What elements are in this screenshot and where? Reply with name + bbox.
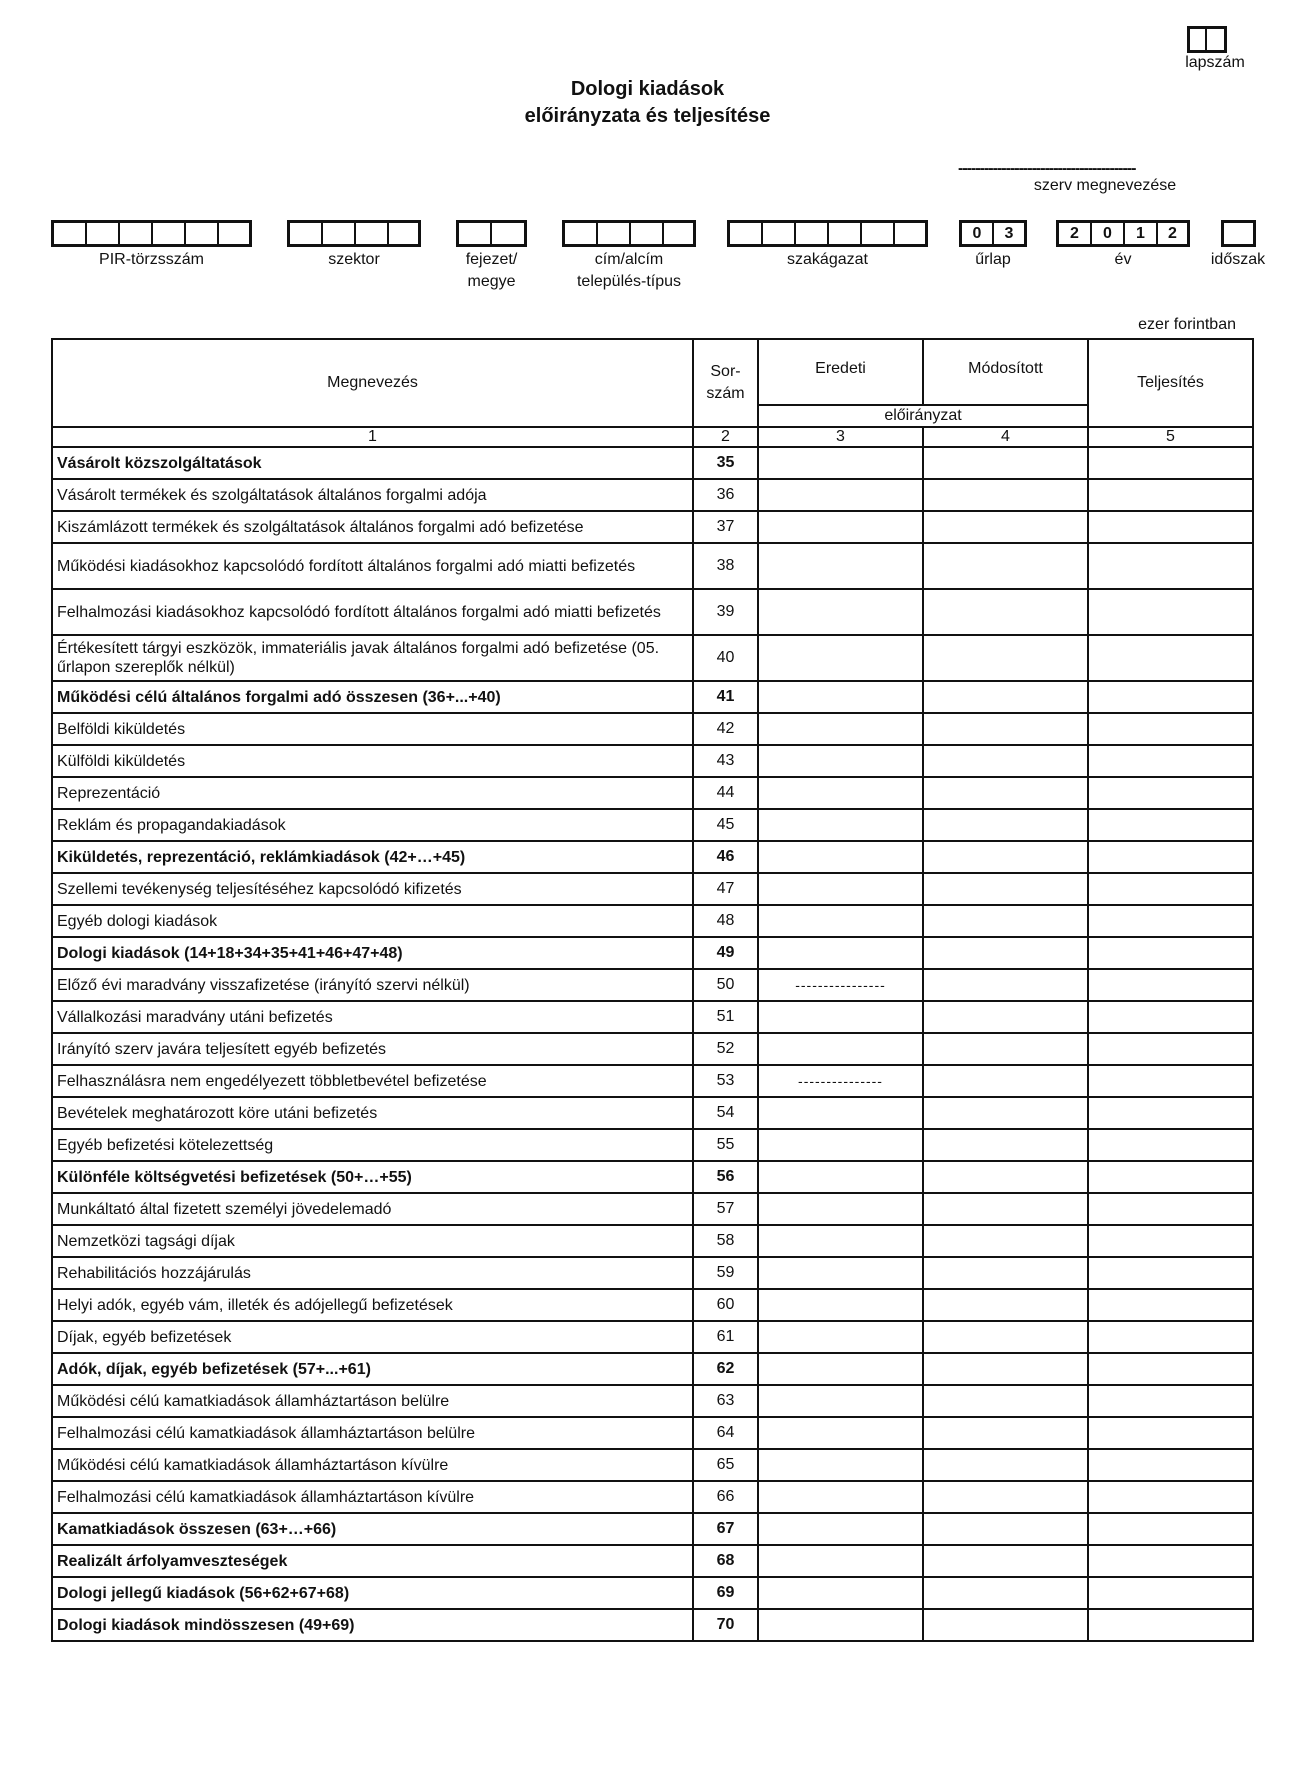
input-cell-eredeti[interactable] [758,1481,923,1513]
input-cell-teljesites[interactable] [1088,905,1253,937]
input-cell-teljesites[interactable] [1088,1609,1253,1641]
table-row [52,1289,1253,1321]
col-header-megnevezes: Megnevezés [52,339,693,427]
input-cell-modositott[interactable] [923,969,1088,1001]
input-cell-eredeti[interactable] [758,1353,923,1385]
expenses-table [51,338,1254,1642]
szakagazat-field[interactable] [727,220,928,247]
szektor-field[interactable] [287,220,421,247]
row-name: Dologi kiadások mindösszesen (49+69) [52,1609,693,1641]
row-name: Felhalmozási célú kamatkiadások államháztartáson kívülre [52,1481,693,1513]
row-sorszam: 51 [693,1001,758,1033]
input-cell-eredeti[interactable] [758,777,923,809]
row-sorszam: 52 [693,1033,758,1065]
row-sorszam: 45 [693,809,758,841]
row-sorszam: 43 [693,745,758,777]
input-cell-modositott[interactable] [923,745,1088,777]
input-cell-teljesites[interactable] [1088,873,1253,905]
idoszak-field[interactable] [1221,220,1256,247]
input-cell-teljesites[interactable] [1088,1353,1253,1385]
input-cell-teljesites[interactable] [1088,969,1253,1001]
lapszam-box[interactable] [1187,26,1227,53]
table-row [52,1129,1253,1161]
input-cell-modositott[interactable] [923,681,1088,713]
input-cell-modositott[interactable] [923,589,1088,635]
row-sorszam: 63 [693,1385,758,1417]
input-cell-teljesites[interactable] [1088,1065,1253,1097]
input-cell-eredeti[interactable] [758,447,923,479]
row-name: Működési célú kamatkiadások államháztartáson kívülre [52,1449,693,1481]
dash-placeholder: ---------------- [795,977,886,993]
col-header-eredeti: Eredeti [758,339,923,405]
sorszam-label-2: szám [706,385,745,402]
input-cell-modositott[interactable] [923,1417,1088,1449]
table-row [52,1609,1253,1641]
row-sorszam: 61 [693,1321,758,1353]
input-cell-teljesites[interactable] [1088,713,1253,745]
input-cell-teljesites[interactable] [1088,1321,1253,1353]
input-cell-modositott[interactable] [923,1449,1088,1481]
input-cell-teljesites[interactable] [1088,1545,1253,1577]
input-cell-eredeti[interactable] [758,1289,923,1321]
sorszam-label-1: Sor- [710,363,741,380]
row-name: Működési célú általános forgalmi adó összesen (36+...+40) [52,681,693,713]
szakagazat-cell[interactable] [730,223,763,244]
row-sorszam: 62 [693,1353,758,1385]
input-cell-eredeti[interactable] [758,809,923,841]
row-sorszam: 54 [693,1097,758,1129]
input-cell-teljesites[interactable] [1088,1449,1253,1481]
table-row [52,873,1253,905]
input-cell-eredeti[interactable] [758,511,923,543]
urlap-digit[interactable]: 3 [1004,225,1014,242]
input-cell-eredeti[interactable] [758,745,923,777]
idoszak-cell[interactable] [1224,223,1253,244]
table-row [52,841,1253,873]
input-cell-teljesites[interactable] [1088,809,1253,841]
input-cell-teljesites[interactable] [1088,777,1253,809]
input-cell-modositott[interactable] [923,1289,1088,1321]
col-header-modositott: Módosított [923,339,1088,405]
input-cell-teljesites[interactable] [1088,1225,1253,1257]
row-name: Vásárolt közszolgáltatások [52,447,693,479]
input-cell-eredeti[interactable] [758,479,923,511]
row-sorszam: 64 [693,1417,758,1449]
table-row [52,681,1253,713]
szakagazat-cell[interactable] [763,223,796,244]
input-cell-eredeti[interactable] [758,589,923,635]
cim-cell[interactable] [598,223,631,244]
input-cell-modositott[interactable] [923,937,1088,969]
col-header-eloiranyzat: előirányzat [758,405,1088,427]
urlap-field[interactable] [959,220,1027,247]
pir-torzsszam-label: PIR-törzsszám [99,251,204,268]
col-number: 4 [923,427,1088,447]
input-cell-eredeti[interactable] [758,1321,923,1353]
input-cell-modositott[interactable] [923,1609,1088,1641]
table-row [52,1001,1253,1033]
row-name: Előző évi maradvány visszafizetése (irányító szervi nélkül) [52,969,693,1001]
cim-cell[interactable] [631,223,664,244]
urlap-digit[interactable]: 0 [962,223,994,244]
fejezet-label: fejezet/ [465,251,518,268]
input-cell-teljesites[interactable] [1088,1001,1253,1033]
input-cell-modositott[interactable] [923,1481,1088,1513]
pir-torzsszam-field[interactable] [51,220,252,247]
table-row [52,713,1253,745]
input-cell-eredeti[interactable] [758,1033,923,1065]
szektor-label: szektor [328,251,380,268]
telepules-tipus-label: település-típus [576,273,682,290]
row-name: Realizált árfolyamveszteségek [52,1545,693,1577]
table-row [52,1033,1253,1065]
input-cell-eredeti[interactable] [758,1385,923,1417]
table-row [52,1225,1253,1257]
row-sorszam: 48 [693,905,758,937]
input-cell-teljesites[interactable] [1088,1097,1253,1129]
lapszam-digit-1[interactable] [1190,29,1207,50]
row-sorszam: 69 [693,1577,758,1609]
input-cell-modositott[interactable] [923,1033,1088,1065]
row-name: Irányító szerv javára teljesített egyéb befizetés [52,1033,693,1065]
row-sorszam: 47 [693,873,758,905]
input-cell-eredeti[interactable] [758,841,923,873]
form-title-line2: előirányzata és teljesítése [524,105,771,127]
row-sorszam: 42 [693,713,758,745]
input-cell-teljesites[interactable] [1088,681,1253,713]
input-cell-modositott[interactable] [923,1353,1088,1385]
input-cell-eredeti[interactable] [758,635,923,681]
input-cell-eredeti[interactable] [758,1225,923,1257]
input-cell-modositott[interactable] [923,1257,1088,1289]
pir-cell[interactable] [87,223,120,244]
row-name: Szellemi tevékenység teljesítéséhez kapcsolódó kifizetés [52,873,693,905]
pir-cell[interactable] [120,223,153,244]
row-name: Rehabilitációs hozzájárulás [52,1257,693,1289]
row-sorszam: 66 [693,1481,758,1513]
col-number: 5 [1088,427,1253,447]
input-cell-eredeti[interactable] [758,1449,923,1481]
table-row [52,1321,1253,1353]
input-cell-eredeti[interactable] [758,969,923,1001]
input-cell-modositott[interactable] [923,809,1088,841]
ev-label: év [1114,251,1132,268]
row-sorszam: 53 [693,1065,758,1097]
row-sorszam: 37 [693,511,758,543]
row-name: Felhalmozási kiadásokhoz kapcsolódó fordított általános forgalmi adó miatti befizetés [52,589,693,635]
row-name: Díjak, egyéb befizetések [52,1321,693,1353]
row-sorszam: 39 [693,589,758,635]
input-cell-eredeti[interactable] [758,1417,923,1449]
input-cell-teljesites[interactable] [1088,589,1253,635]
row-sorszam: 46 [693,841,758,873]
input-cell-modositott[interactable] [923,1065,1088,1097]
row-name: Működési célú kamatkiadások államháztartáson belülre [52,1385,693,1417]
table-row [52,479,1253,511]
col-header-sorszam [693,339,758,427]
table-row [52,1161,1253,1193]
szakagazat-cell[interactable] [796,223,829,244]
input-cell-eredeti[interactable] [758,873,923,905]
table-row [52,1449,1253,1481]
row-sorszam: 35 [693,447,758,479]
input-cell-teljesites[interactable] [1088,1033,1253,1065]
szakagazat-cell[interactable] [862,223,895,244]
row-name: Felhasználásra nem engedélyezett többletbevétel befizetése [52,1065,693,1097]
input-cell-teljesites[interactable] [1088,635,1253,681]
input-cell-modositott[interactable] [923,1545,1088,1577]
row-sorszam: 40 [693,635,758,681]
input-cell-modositott[interactable] [923,1129,1088,1161]
row-sorszam: 70 [693,1609,758,1641]
ev-digit[interactable]: 2 [1059,223,1092,244]
table-row [52,1065,1253,1097]
input-cell-modositott[interactable] [923,873,1088,905]
table-row [52,635,1253,681]
cim-alcim-label: cím/alcím [594,251,664,268]
table-row [52,1481,1253,1513]
table-row [52,589,1253,635]
input-cell-modositott[interactable] [923,511,1088,543]
form-title-line1: Dologi kiadások [570,78,725,100]
input-cell-teljesites[interactable] [1088,1481,1253,1513]
unit-label: ezer forintban [1138,316,1236,333]
col-number: 2 [693,427,758,447]
szakagazat-cell[interactable] [895,223,925,244]
fejezet-cell[interactable] [459,223,492,244]
input-cell-eredeti[interactable] [758,1545,923,1577]
input-cell-eredeti[interactable] [758,1257,923,1289]
table-row [52,745,1253,777]
row-name: Működési kiadásokhoz kapcsolódó fordított általános forgalmi adó miatti befizetés [52,543,693,589]
row-name: Adók, díjak, egyéb befizetések (57+...+61) [52,1353,693,1385]
urlap-label: űrlap [975,251,1011,268]
table-row [52,1545,1253,1577]
row-sorszam: 49 [693,937,758,969]
row-sorszam: 57 [693,1193,758,1225]
input-cell-eredeti[interactable] [758,937,923,969]
row-name: Bevételek meghatározott köre utáni befizetés [52,1097,693,1129]
table-row [52,1513,1253,1545]
input-cell-teljesites[interactable] [1088,479,1253,511]
input-cell-modositott[interactable] [923,479,1088,511]
col-header-teljesites: Teljesítés [1088,339,1253,427]
row-sorszam: 56 [693,1161,758,1193]
row-name: Dologi kiadások (14+18+34+35+41+46+47+48) [52,937,693,969]
row-name: Vásárolt termékek és szolgáltatások általános forgalmi adója [52,479,693,511]
input-cell-modositott[interactable] [923,777,1088,809]
row-name: Különféle költségvetési befizetések (50+…+55) [52,1161,693,1193]
row-name: Reklám és propagandakiadások [52,809,693,841]
input-cell-eredeti[interactable] [758,713,923,745]
input-cell-teljesites[interactable] [1088,1289,1253,1321]
row-sorszam: 65 [693,1449,758,1481]
input-cell-teljesites[interactable] [1088,745,1253,777]
table-row [52,1193,1253,1225]
szektor-cell[interactable] [389,223,418,244]
row-sorszam: 68 [693,1545,758,1577]
lapszam-digit-2[interactable] [1207,29,1224,50]
row-name: Kiküldetés, reprezentáció, reklámkiadások (42+…+45) [52,841,693,873]
input-cell-teljesites[interactable] [1088,511,1253,543]
input-cell-teljesites[interactable] [1088,937,1253,969]
szakagazat-label: szakágazat [787,251,868,268]
row-name: Egyéb dologi kiadások [52,905,693,937]
ev-digit[interactable]: 1 [1125,223,1158,244]
input-cell-modositott[interactable] [923,1193,1088,1225]
input-cell-eredeti[interactable] [758,1001,923,1033]
pir-cell[interactable] [219,223,249,244]
ev-field[interactable] [1056,220,1190,247]
row-name: Vállalkozási maradvány utáni befizetés [52,1001,693,1033]
szektor-cell[interactable] [356,223,389,244]
row-sorszam: 58 [693,1225,758,1257]
input-cell-teljesites[interactable] [1088,1385,1253,1417]
megye-label: megye [467,273,516,290]
row-sorszam: 44 [693,777,758,809]
input-cell-teljesites[interactable] [1088,1417,1253,1449]
cim-cell[interactable] [664,223,693,244]
input-cell-teljesites[interactable] [1088,1161,1253,1193]
table-row [52,777,1253,809]
table-row [52,937,1253,969]
input-cell-modositott[interactable] [923,543,1088,589]
table-row [52,905,1253,937]
row-sorszam: 55 [693,1129,758,1161]
input-cell-eredeti[interactable] [758,1577,923,1609]
table-body [52,447,1253,1641]
input-cell-modositott[interactable] [923,1161,1088,1193]
row-name: Értékesített tárgyi eszközök, immateriális javak általános forgalmi adó befizetése (05. űrlapon szereplők nélkül) [52,635,693,681]
table-row [52,1385,1253,1417]
row-sorszam: 36 [693,479,758,511]
input-cell-modositott[interactable] [923,1513,1088,1545]
table-row [52,1097,1253,1129]
pir-cell[interactable] [186,223,219,244]
row-name: Kiszámlázott termékek és szolgáltatások általános forgalmi adó befizetése [52,511,693,543]
input-cell-teljesites[interactable] [1088,1129,1253,1161]
row-sorszam: 50 [693,969,758,1001]
pir-cell[interactable] [153,223,186,244]
table-row [52,1417,1253,1449]
lapszam-label: lapszám [1185,54,1245,71]
input-cell-modositott[interactable] [923,1385,1088,1417]
szektor-cell[interactable] [323,223,356,244]
row-name: Nemzetközi tagsági díjak [52,1225,693,1257]
szakagazat-cell[interactable] [829,223,862,244]
input-cell-eredeti[interactable] [758,681,923,713]
input-cell-teljesites[interactable] [1088,1577,1253,1609]
input-cell-modositott[interactable] [923,841,1088,873]
input-cell-eredeti[interactable] [758,1129,923,1161]
input-cell-teljesites[interactable] [1088,1257,1253,1289]
ev-digit[interactable]: 2 [1168,225,1177,242]
input-cell-eredeti[interactable] [758,1609,923,1641]
input-cell-modositott[interactable] [923,1577,1088,1609]
row-sorszam: 38 [693,543,758,589]
input-cell-teljesites[interactable] [1088,447,1253,479]
row-name: Egyéb befizetési kötelezettség [52,1129,693,1161]
input-cell-teljesites[interactable] [1088,543,1253,589]
input-cell-eredeti[interactable] [758,1193,923,1225]
input-cell-eredeti[interactable] [758,543,923,589]
szektor-cell[interactable] [290,223,323,244]
row-name: Munkáltató által fizetett személyi jövedelemadó [52,1193,693,1225]
input-cell-eredeti[interactable] [758,1065,923,1097]
table-row [52,1353,1253,1385]
row-name: Reprezentáció [52,777,693,809]
input-cell-modositott[interactable] [923,1321,1088,1353]
col-number: 1 [52,427,693,447]
org-name-line[interactable]: ----------------------------------------- [958,160,1136,177]
row-name: Külföldi kiküldetés [52,745,693,777]
input-cell-teljesites[interactable] [1088,841,1253,873]
input-cell-eredeti[interactable] [758,1513,923,1545]
table-row [52,447,1253,479]
input-cell-modositott[interactable] [923,635,1088,681]
ev-digit[interactable]: 0 [1092,223,1125,244]
row-name: Felhalmozási célú kamatkiadások államháztartáson belülre [52,1417,693,1449]
cim-alcim-field[interactable] [562,220,696,247]
row-sorszam: 67 [693,1513,758,1545]
input-cell-teljesites[interactable] [1088,1193,1253,1225]
row-name: Belföldi kiküldetés [52,713,693,745]
input-cell-modositott[interactable] [923,905,1088,937]
pir-cell[interactable] [54,223,87,244]
col-number: 3 [758,427,923,447]
input-cell-eredeti[interactable] [758,1161,923,1193]
table-row [52,511,1253,543]
fejezet-cell[interactable] [492,223,524,244]
idoszak-label: időszak [1210,251,1266,268]
row-name: Kamatkiadások összesen (63+…+66) [52,1513,693,1545]
input-cell-modositott[interactable] [923,1097,1088,1129]
table-row [52,1257,1253,1289]
table-row [52,809,1253,841]
table-row [52,1577,1253,1609]
input-cell-modositott[interactable] [923,1225,1088,1257]
dash-placeholder: --------------- [798,1073,883,1089]
fejezet-megye-field[interactable] [456,220,527,247]
input-cell-eredeti[interactable] [758,905,923,937]
input-cell-teljesites[interactable] [1088,1513,1253,1545]
org-name-label: szerv megnevezése [1033,177,1177,194]
input-cell-modositott[interactable] [923,447,1088,479]
row-name: Dologi jellegű kiadások (56+62+67+68) [52,1577,693,1609]
table-row [52,543,1253,589]
cim-cell[interactable] [565,223,598,244]
row-sorszam: 59 [693,1257,758,1289]
input-cell-eredeti[interactable] [758,1097,923,1129]
input-cell-modositott[interactable] [923,1001,1088,1033]
row-sorszam: 41 [693,681,758,713]
table-row [52,969,1253,1001]
input-cell-modositott[interactable] [923,713,1088,745]
row-name: Helyi adók, egyéb vám, illeték és adójellegű befizetések [52,1289,693,1321]
row-sorszam: 60 [693,1289,758,1321]
